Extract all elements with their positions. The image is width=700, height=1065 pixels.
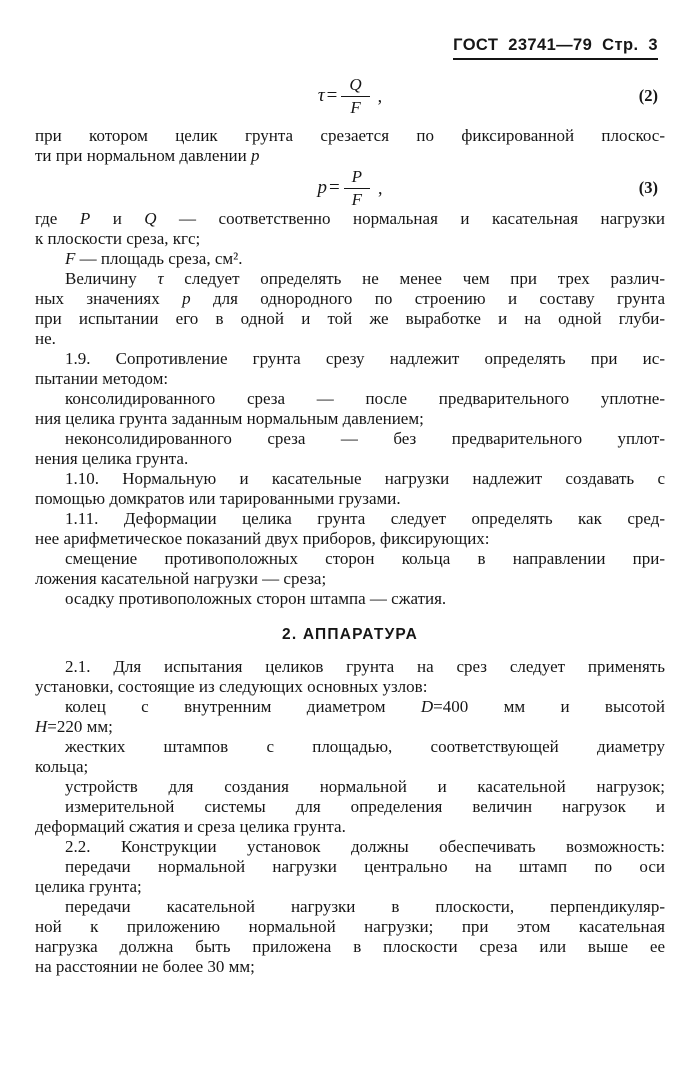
text-line bbox=[35, 489, 665, 509]
paragraph-lines-a bbox=[0, 126, 700, 166]
body-text: помощью домкратов или тарированными грузами. bbox=[35, 489, 401, 508]
formula-tau bbox=[0, 74, 700, 118]
body-text: нения целика грунта. bbox=[35, 449, 189, 468]
text-line bbox=[35, 429, 665, 449]
body-text: консолидированного среза — после предварительного уплотне- bbox=[65, 389, 665, 408]
variable-text: p bbox=[182, 289, 191, 308]
text-line bbox=[35, 369, 665, 389]
body-text: ной к приложению нормальной нагрузки; при этом касательная bbox=[35, 917, 665, 936]
body-text: колец с внутренним диаметром bbox=[65, 697, 421, 716]
text-line bbox=[35, 817, 665, 837]
body-text: 2.1. Для испытания целиков грунта на срез следует применять bbox=[65, 657, 665, 676]
fraction-numerator: Q bbox=[341, 75, 369, 97]
text-line bbox=[35, 449, 665, 469]
text-line bbox=[35, 777, 665, 797]
body-text: следует определять не менее чем при трех различ- bbox=[163, 269, 665, 288]
text-line bbox=[35, 677, 665, 697]
text-line bbox=[35, 229, 665, 249]
fraction bbox=[344, 167, 370, 209]
formula-comma: , bbox=[378, 177, 383, 198]
text-line bbox=[35, 569, 665, 589]
text-line bbox=[35, 269, 665, 289]
header-text: ГОСТ 23741—79 Стр. 3 bbox=[453, 36, 658, 60]
body-text: 1.9. Сопротивление грунта срезу надлежит определять при ис- bbox=[65, 349, 665, 368]
body-text: смещение противоположных сторон кольца в направлении при- bbox=[65, 549, 665, 568]
text-line bbox=[35, 957, 665, 977]
text-line bbox=[35, 737, 665, 757]
text-line bbox=[35, 797, 665, 817]
body-text: ния целика грунта заданным нормальным давлением; bbox=[35, 409, 424, 428]
text-line bbox=[35, 309, 665, 329]
variable-text: τ bbox=[157, 269, 164, 288]
text-line bbox=[35, 937, 665, 957]
text-line bbox=[35, 697, 665, 717]
body-text: ных значениях bbox=[35, 289, 183, 308]
body-text: осадку противоположных сторон штампа — сжатия. bbox=[65, 589, 447, 608]
body-text: при котором целик грунта срезается по фиксированной плоскос- bbox=[35, 126, 665, 145]
paragraph-lines-b bbox=[0, 209, 700, 609]
body-text: не. bbox=[35, 329, 56, 348]
section-heading: 2. АППАРАТУРА bbox=[282, 626, 418, 643]
body-text: передачи нормальной нагрузки центрально на штамп по оси bbox=[65, 857, 665, 876]
body-text: =400 мм и высотой bbox=[433, 697, 665, 716]
body-text: — площадь среза, см². bbox=[75, 249, 243, 268]
variable-text: F bbox=[65, 249, 76, 268]
text-line bbox=[35, 717, 665, 737]
body-text: целика грунта; bbox=[35, 877, 142, 896]
variable-text: D bbox=[420, 697, 434, 716]
body-text: измерительной системы для определения величин нагрузок и bbox=[65, 797, 665, 816]
body-text: ти при нормальном давлении bbox=[35, 146, 251, 165]
body-text: 1.10. Нормальную и касательные нагрузки надлежит создавать с bbox=[65, 469, 665, 488]
fraction-numerator: P bbox=[344, 167, 370, 189]
body-text: 2.2. Конструкции установок должны обеспечивать возможность: bbox=[65, 837, 665, 856]
body-text: к плоскости среза, кгс; bbox=[35, 229, 201, 248]
body-text: пытании методом: bbox=[35, 369, 169, 388]
equals-sign: = bbox=[328, 177, 340, 198]
body-text: на расстоянии не более 30 мм; bbox=[35, 957, 255, 976]
text-line bbox=[35, 209, 665, 229]
text-line bbox=[35, 389, 665, 409]
variable-text: Q bbox=[144, 209, 157, 228]
text-line bbox=[35, 409, 665, 429]
body-text: установки, состоящие из следующих основных узлов: bbox=[35, 677, 428, 696]
variable-text: P bbox=[79, 209, 91, 228]
body-text: нагрузка должна быть приложена в плоскости среза или выше ее bbox=[35, 937, 665, 956]
body-text: передачи касательной нагрузки в плоскости, перпендикуляр- bbox=[65, 897, 665, 916]
body-text: нее арифметическое показаний двух приборов, фиксирующих: bbox=[35, 529, 490, 548]
text-line bbox=[35, 126, 665, 146]
formula-p bbox=[0, 167, 700, 209]
body-text: деформаций сжатия и среза целика грунта. bbox=[35, 817, 346, 836]
body-text: ложения касательной нагрузки — среза; bbox=[35, 569, 327, 588]
variable-text: p bbox=[251, 146, 260, 165]
fraction bbox=[341, 75, 369, 117]
text-line bbox=[35, 917, 665, 937]
formula-lhs: τ bbox=[317, 85, 325, 106]
text-line bbox=[35, 757, 665, 777]
text-line bbox=[35, 897, 665, 917]
text-line bbox=[35, 589, 665, 609]
text-line bbox=[35, 657, 665, 677]
body-text: устройств для создания нормальной и касательной нагрузок; bbox=[65, 777, 665, 796]
text-line bbox=[35, 329, 665, 349]
fraction-denominator: F bbox=[350, 97, 361, 117]
paragraph-lines-c bbox=[0, 657, 700, 977]
body-text: где bbox=[35, 209, 80, 228]
text-line bbox=[35, 249, 665, 269]
text-line bbox=[35, 549, 665, 569]
body-text: Величину bbox=[65, 269, 158, 288]
text-line bbox=[35, 146, 665, 166]
text-line bbox=[35, 529, 665, 549]
formula-lhs: p bbox=[317, 177, 327, 198]
variable-text: H bbox=[35, 717, 48, 736]
body-text: при испытании его в одной и той же выработке и на одной глуби- bbox=[35, 309, 665, 328]
body-text: =220 мм; bbox=[47, 717, 113, 736]
fraction-denominator: F bbox=[351, 189, 363, 209]
text-line bbox=[35, 349, 665, 369]
body-text: неконсолидированного среза — без предварительного уплот- bbox=[65, 429, 665, 448]
text-line bbox=[35, 857, 665, 877]
formula-comma: , bbox=[377, 85, 383, 106]
body-text: жестких штампов с площадью, соответствующей диаметру bbox=[65, 737, 665, 756]
formula-number: (3) bbox=[638, 178, 658, 197]
body-text: и bbox=[90, 209, 145, 228]
body-text: 1.11. Деформации целика грунта следует определять как сред- bbox=[65, 509, 665, 528]
formula-number: (2) bbox=[638, 86, 658, 105]
text-line bbox=[35, 837, 665, 857]
text-line bbox=[35, 469, 665, 489]
body-text: кольца; bbox=[35, 757, 89, 776]
body-text: для однородного по строению и составу грунта bbox=[190, 289, 665, 308]
text-line bbox=[35, 877, 665, 897]
text-line bbox=[35, 289, 665, 309]
page-header bbox=[0, 36, 700, 60]
text-line bbox=[35, 509, 665, 529]
equals-sign: = bbox=[326, 85, 338, 106]
body-text: — соответственно нормальная и касательная нагрузки bbox=[156, 209, 665, 228]
